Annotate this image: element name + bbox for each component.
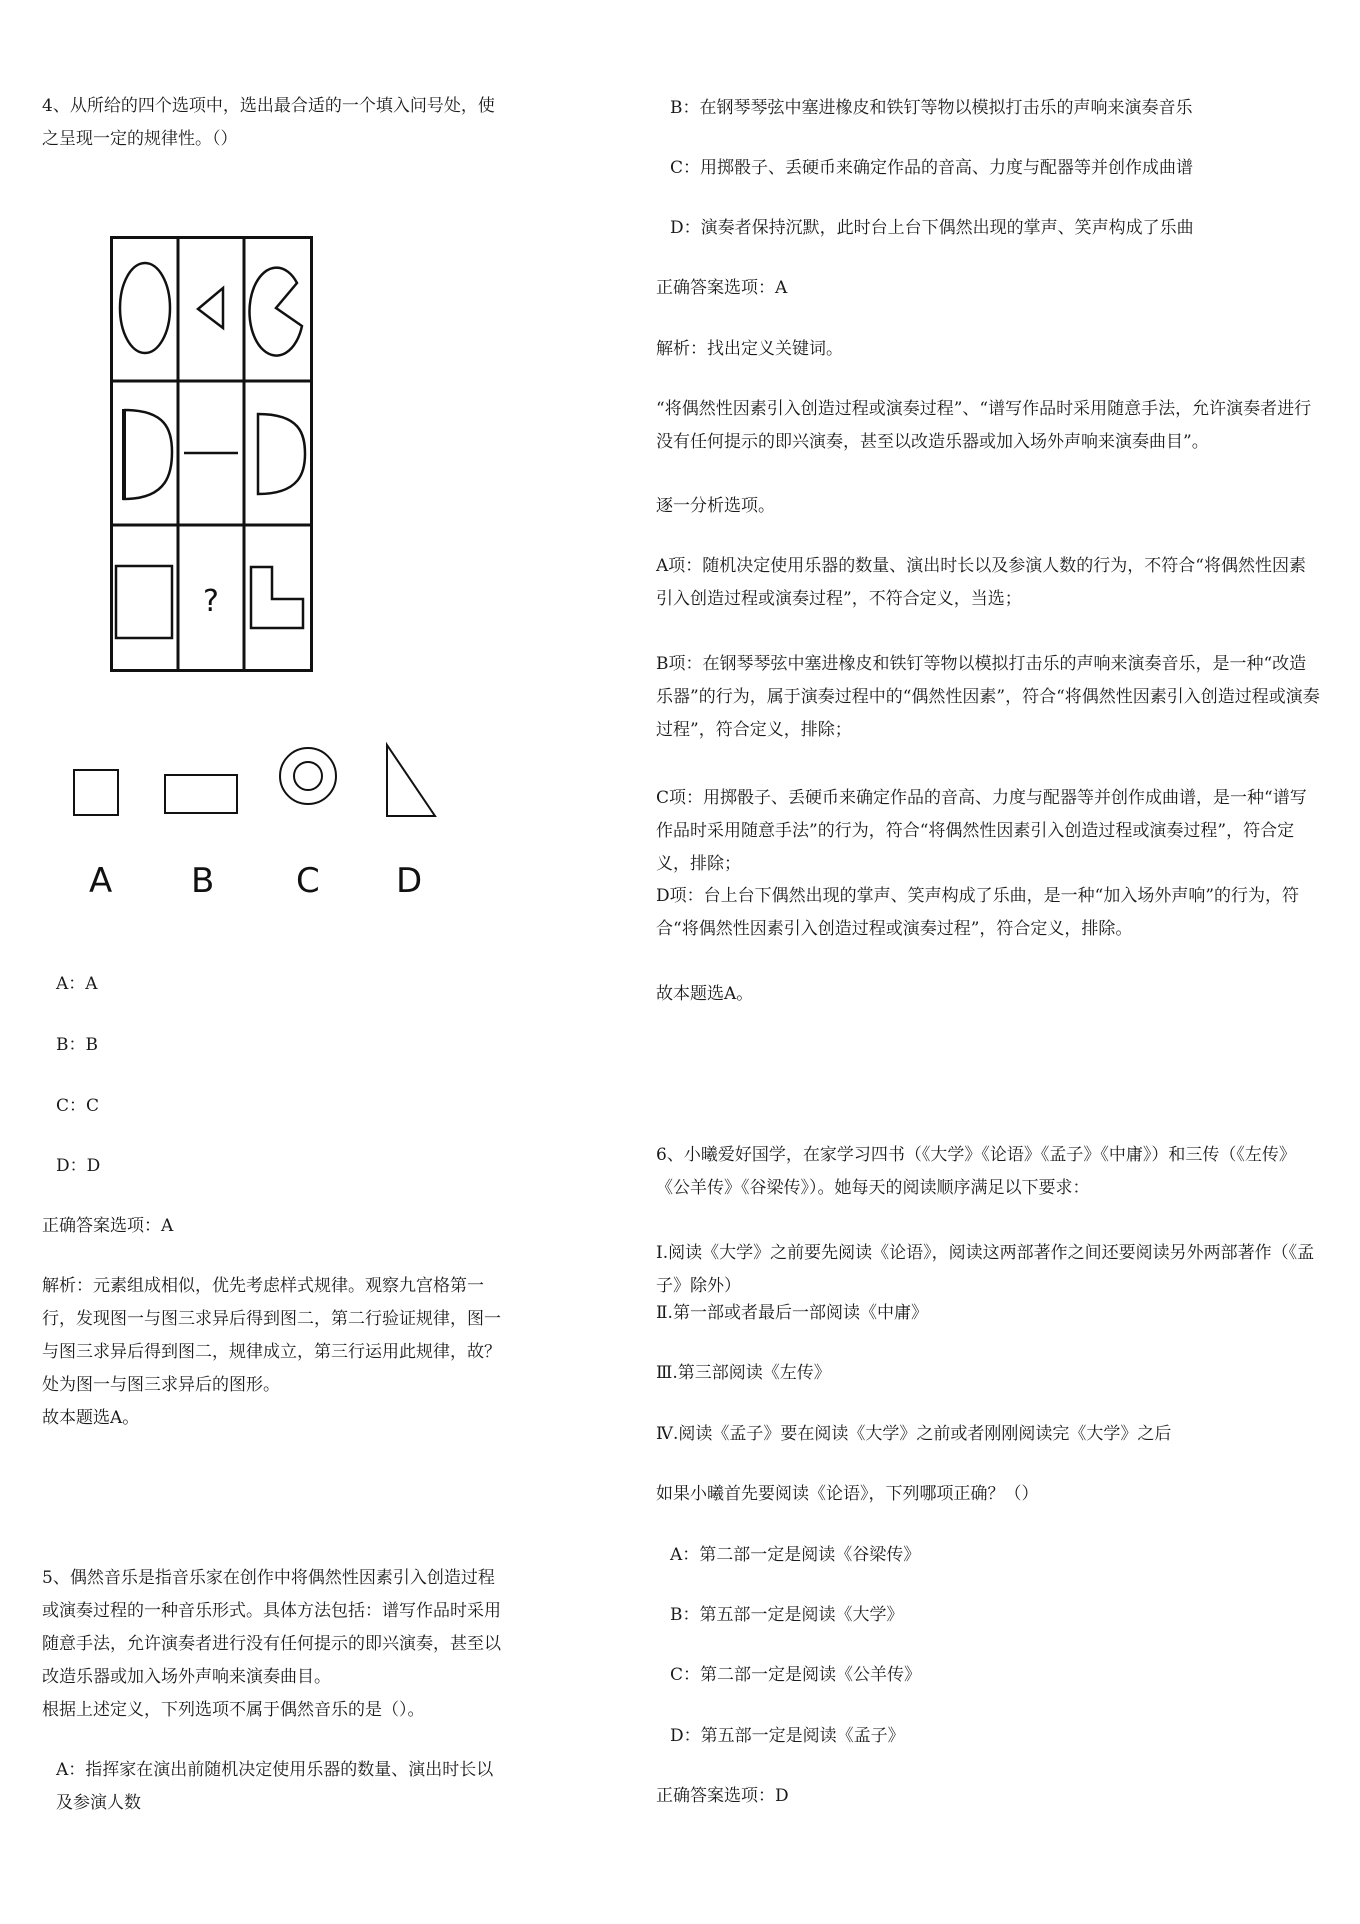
grid-r1c3-notched-circle [249, 268, 302, 356]
grid-r3c3-l-shape [251, 567, 303, 628]
grid-r2c1-d-shape-with-bar [124, 410, 172, 499]
q6-option-a: A：第二部一定是阅读《谷梁传》 [670, 1545, 921, 1565]
q5-question: 根据上述定义，下列选项不属于偶然音乐的是（）。 [42, 1700, 425, 1720]
choice-c-inner-circle [294, 762, 322, 790]
q5-keywords: “将偶然性因素引入创造过程或演奏过程”、“谱写作品时采用随意手法，允许演奏者进行没有任何提示的即兴演奏，甚至以改造乐器或加入场外声响来演奏曲目”。 [656, 399, 1312, 452]
q4-analysis: 解析：元素组成相似，优先考虑样式规律。观察九宫格第一行，发现图一与图三求异后得到图二，第二行验证规律，图一与图三求异后得到图二，规律成立，第三行运用此规律，故？处为图一与图三求异后的图形。 [42, 1276, 501, 1395]
choice-d-triangle [387, 745, 435, 816]
q5-stem: 5、偶然音乐是指音乐家在创作中将偶然性因素引入创造过程或演奏过程的一种音乐形式。具体方法包括：谱写作品时采用随意手法，允许演奏者进行没有任何提示的即兴演奏，甚至以改造乐器或加入场外声响来演奏曲目。 [42, 1568, 501, 1687]
q6-rule-1: Ⅰ.阅读《大学》之前要先阅读《论语》，阅读这两部著作之间还要阅读另外两部著作（《孟子》除外） [656, 1243, 1315, 1296]
grid-r1c1-circle [120, 263, 170, 353]
q6-option-c: C：第二部一定是阅读《公羊传》 [670, 1665, 922, 1685]
q6-option-d: D：第五部一定是阅读《孟子》 [670, 1726, 905, 1746]
q5-item-c: C项：用掷骰子、丢硬币来确定作品的音高、力度与配器等并创作成曲谱，是一种“谱写作品时采用随意手法”的行为，符合“将偶然性因素引入创造过程或演奏过程”，符合定义，排除； [656, 788, 1307, 874]
q6-option-b: B：第五部一定是阅读《大学》 [670, 1605, 904, 1625]
q4-option-d: D：D [56, 1156, 101, 1176]
grid-r2c3-d-shape [258, 414, 305, 494]
choice-b-rectangle [165, 775, 237, 813]
q6-rule-2: Ⅱ.第一部或者最后一部阅读《中庸》 [656, 1303, 928, 1323]
choice-d-label: D [396, 861, 423, 901]
grid-r1c2-triangle [198, 288, 223, 328]
q4-option-a: A：A [56, 974, 98, 994]
q5-item-d: D项：台上台下偶然出现的掌声、笑声构成了乐曲，是一种“加入场外声响”的行为，符合“将偶然性因素引入创造过程或演奏过程”，符合定义，排除。 [656, 886, 1300, 939]
q5-analysis-intro: 解析：找出定义关键词。 [656, 339, 843, 359]
q4-conclusion: 故本题选A。 [42, 1408, 140, 1428]
q5-item-a: A项：随机决定使用乐器的数量、演出时长以及参演人数的行为，不符合“将偶然性因素引入创造过程或演奏过程”，不符合定义，当选； [656, 556, 1306, 609]
q4-stem: 4、从所给的四个选项中，选出最合适的一个填入问号处，使之呈现一定的规律性。（） [42, 96, 495, 149]
q4-option-b: B：B [56, 1035, 98, 1055]
choice-a-label: A [89, 861, 113, 901]
choice-c-label: C [296, 861, 320, 901]
q5-option-a: A：指挥家在演出前随机决定使用乐器的数量、演出时长以及参演人数 [56, 1760, 494, 1813]
q5-item-b: B项：在钢琴琴弦中塞进橡皮和铁钉等物以模拟打击乐的声响来演奏音乐，是一种“改造乐器”的行为，属于演奏过程中的“偶然性因素”，符合“将偶然性因素引入创造过程或演奏过程”，符合定义，排除； [656, 654, 1320, 740]
q5-option-d: D：演奏者保持沉默，此时台上台下偶然出现的掌声、笑声构成了乐曲 [670, 218, 1194, 238]
grid-r3c1-square [116, 566, 172, 638]
choice-b-label: B [191, 861, 215, 901]
q5-step: 逐一分析选项。 [656, 496, 775, 516]
q5-option-c: C：用掷骰子、丢硬币来确定作品的音高、力度与配器等并创作成曲谱 [670, 158, 1194, 178]
q5-option-b: B：在钢琴琴弦中塞进橡皮和铁钉等物以模拟打击乐的声响来演奏音乐 [670, 98, 1193, 118]
q4-figure-grid [110, 236, 322, 674]
q6-answer: 正确答案选项：D [656, 1786, 789, 1806]
grid-question-mark: ? [203, 584, 219, 619]
q4-choice-figures [68, 725, 508, 910]
q6-question: 如果小曦首先要阅读《论语》，下列哪项正确？（） [656, 1484, 1039, 1504]
q4-option-c: C：C [56, 1096, 100, 1116]
q5-conclusion: 故本题选A。 [656, 984, 754, 1004]
choice-c-outer-circle [280, 748, 336, 804]
q5-answer: 正确答案选项：A [656, 278, 788, 298]
choice-a-square [74, 770, 118, 815]
q4-answer: 正确答案选项：A [42, 1216, 174, 1236]
q6-stem: 6、小曦爱好国学，在家学习四书（《大学》《论语》《孟子》《中庸》）和三传（《左传》《公羊传》《谷梁传》）。她每天的阅读顺序满足以下要求： [656, 1145, 1296, 1198]
q6-rule-4: Ⅳ.阅读《孟子》要在阅读《大学》之前或者刚刚阅读完《大学》之后 [656, 1424, 1172, 1444]
q6-rule-3: Ⅲ.第三部阅读《左传》 [656, 1363, 831, 1383]
